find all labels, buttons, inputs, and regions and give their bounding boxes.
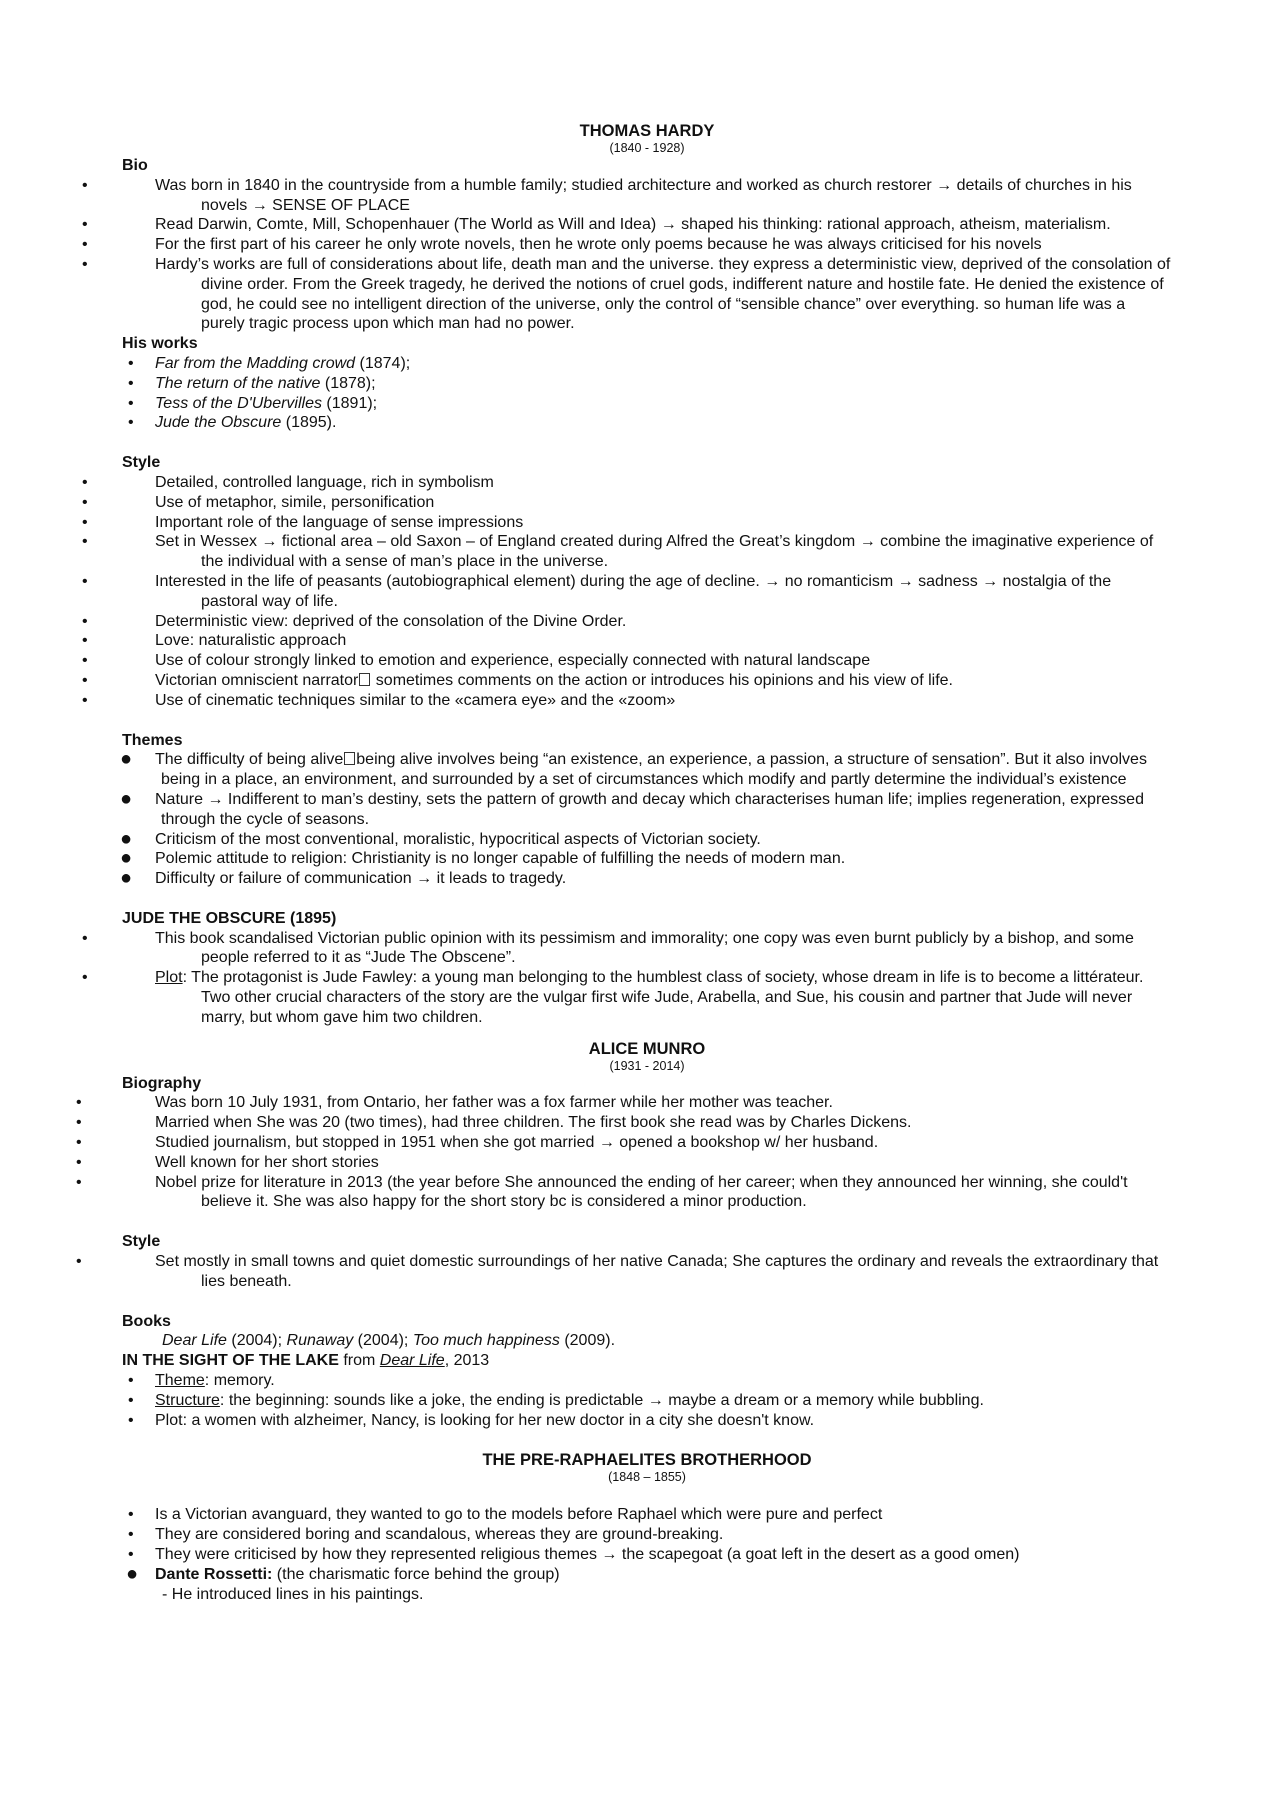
plot-label: Plot: [155, 969, 183, 987]
hardy-works-heading: His works: [122, 335, 198, 353]
prb-list: [122, 1505, 1172, 1584]
bullet-icon: •: [128, 1526, 134, 1544]
hardy-title: THOMAS HARDY: [579, 122, 715, 140]
work-title: Jude the Obscure: [155, 414, 282, 432]
list-item: [122, 849, 1172, 869]
theme-label: Theme: [155, 1372, 205, 1390]
bullet-icon: •: [128, 394, 134, 412]
munro-bio-heading: Biography: [122, 1074, 202, 1092]
list-item-text: Love: naturalistic approach: [155, 632, 347, 650]
bullet-icon: ●: [120, 748, 133, 771]
list-item: [122, 394, 1172, 414]
list-item-text: Victorian omniscient narrator: [155, 671, 359, 689]
book-title: Runaway: [286, 1332, 354, 1350]
list-item-text: Read Darwin, Comte, Mill, Schopenhauer (The World as Will and Idea) → shaped his thinking: rational approach, atheism, materialism.: [155, 216, 1111, 234]
list-item: • Was born in 1840 in the countryside from a humble family; studied architecture and worked as church restorer → details of churches in his novels → SENSE OF PLACE: [82, 176, 1132, 214]
book-title: Too much happiness: [412, 1332, 560, 1350]
list-item: [122, 413, 1172, 433]
list-item: [122, 1562, 1172, 1585]
list-item-text: Nobel prize for literature in 2013 (the year before She announced the ending of her career; when they announced her winning, she could't believe it. She was also happy for the short story bc is considered a minor production.: [155, 1173, 1128, 1211]
structure-label: Structure: [155, 1391, 220, 1409]
work-title: Far from the Madding crowd: [155, 354, 356, 372]
list-item: • For the first part of his career he only wrote novels, then he wrote only poems because he was always criticised for his novels: [82, 236, 1042, 254]
list-item: • Set mostly in small towns and quiet domestic surroundings of her native Canada; She captures the ordinary and reveals the extraordinary that lies beneath.: [76, 1253, 1159, 1290]
list-item: • Detailed, controlled language, rich in symbolism: [82, 473, 494, 491]
list-item-text: Well known for her short stories: [155, 1153, 379, 1171]
list-item-text: For the first part of his career he only wrote novels, then he wrote only poems because he was always criticised for his novels: [155, 236, 1042, 254]
list-item: • Read Darwin, Comte, Mill, Schopenhauer (The World as Will and Idea) → shaped his thinking: rational approach, atheism, materialism.: [82, 216, 1111, 234]
list-item-text: Detailed, controlled language, rich in symbolism: [155, 473, 494, 491]
list-item-text: Set in Wessex → fictional area – old Saxon – of England created during Alfred the Great’s kingdom → combine the imaginative experience of the individual with a sense of man’s place in the universe.: [155, 533, 1154, 571]
list-item-text: Deterministic view: deprived of the consolation of the Divine Order.: [155, 612, 627, 630]
list-item: • Studied journalism, but stopped in 1951 when she got married → opened a bookshop w/ her husband.: [76, 1134, 879, 1152]
work-title: The return of the native: [155, 374, 321, 392]
bullet-icon: ●: [120, 847, 133, 870]
list-item-text: Use of cinematic techniques similar to the «camera eye» and the «zoom»: [155, 691, 676, 709]
list-item-text: This book scandalised Victorian public opinion with its pessimism and immorality; one copy was even burnt publicly by a bishop, and some people referred to it as “Jude The Obscene”.: [155, 929, 1134, 967]
hardy-works-list: [122, 354, 1172, 433]
list-item-text: Nature → Indifferent to man’s destiny, sets the pattern of growth and decay which characterises human life; implies regeneration, expressed through the cycle of seasons.: [155, 790, 1144, 828]
list-item-text: Married when She was 20 (two times), had three children. The first book she read was by Charles Dickens.: [155, 1114, 912, 1132]
list-item-text: : memory.: [204, 1372, 275, 1390]
book-year: (2004);: [226, 1332, 287, 1350]
lake-list: [122, 1371, 1172, 1430]
bullet-icon: •: [128, 374, 134, 392]
list-item: [122, 1545, 1172, 1565]
list-item: [122, 1371, 1172, 1391]
list-item: [122, 1525, 1172, 1545]
prb-dates: (1848 – 1855): [608, 1470, 686, 1485]
bullet-icon: ●: [120, 787, 133, 810]
list-item: • Love: naturalistic approach: [82, 632, 347, 650]
list-item-text: The difficulty of being alive: [155, 751, 344, 769]
list-item: • Use of cinematic techniques similar to the «camera eye» and the «zoom»: [82, 691, 676, 709]
list-item: • Interested in the life of peasants (autobiographical element) during the age of decline. → no romanticism → sadness → nostalgia of the pastoral way of life.: [82, 572, 1112, 610]
list-item: • Plot: The protagonist is Jude Fawley: a young man belonging to the humblest class of society, whose dream in life is to become a littérateur. Two other crucial characters of the story are the vulgar first wife Jude, Arabella, and Sue, his cousin and partner that Jude will never marry, but whom gave him two children.: [82, 969, 1144, 1026]
rossetti-detail: - He introduced lines in his paintings.: [162, 1585, 424, 1603]
list-item-text: Polemic attitude to religion: Christianity is no longer capable of fulfilling the needs of modern man.: [155, 850, 846, 868]
bullet-icon: •: [128, 1391, 134, 1409]
work-title: Tess of the D'Ubervilles: [155, 394, 322, 412]
bullet-icon: •: [128, 1506, 134, 1524]
work-year: (1891);: [321, 394, 378, 412]
list-item-text: Difficulty or failure of communication → it leads to tragedy.: [155, 870, 567, 888]
list-item: [122, 1391, 1172, 1411]
work-year: (1874);: [355, 354, 411, 372]
list-item-text: Studied journalism, but stopped in 1951 when she got married → opened a bookshop w/ her husband.: [155, 1134, 879, 1152]
list-item: [122, 374, 1172, 394]
hardy-style-list: [82, 473, 1172, 711]
lake-heading: [122, 1351, 1172, 1371]
list-item-text: Interested in the life of peasants (autobiographical element) during the age of decline. → no romanticism → sadness → nostalgia of the pastoral way of life.: [155, 572, 1112, 610]
list-item: • Married when She was 20 (two times), had three children. The first book she read was by Charles Dickens.: [76, 1114, 912, 1132]
list-item-text: Use of metaphor, simile, personification: [155, 493, 435, 511]
bullet-icon: •: [128, 1411, 134, 1429]
work-year: (1895).: [281, 414, 337, 432]
list-item-text: Criticism of the most conventional, moralistic, hypocritical aspects of Victorian society.: [155, 830, 761, 848]
list-item: • Victorian omniscient narrator sometimes comments on the action or introduces his opinions and his view of life.: [82, 671, 953, 689]
book-year: (2004);: [353, 1332, 413, 1350]
list-item-text: Is a Victorian avanguard, they wanted to go to the models before Raphael which were pure and perfect: [155, 1506, 883, 1524]
list-item: • Set in Wessex → fictional area – old Saxon – of England created during Alfred the Great’s kingdom → combine the imaginative experience of the individual with a sense of man’s place in the universe.: [82, 533, 1154, 571]
list-item-text: : The protagonist is Jude Fawley: a young man belonging to the humblest class of society, whose dream in life is to become a littérateur. Two other crucial characters of the story are the vulgar first wife Jude, Arabella, and Sue, his cousin and partner that Jude will never marry, but whom gave him two children.: [182, 969, 1144, 1026]
jude-list: [82, 929, 1172, 1028]
list-item-text: being alive involves being “an existence, an experience, a passion, a structure of sensation”. But it also involves being in a place, an environment, and surrounded by a set of circumstances which modify and partly determine the individual’s existence: [161, 751, 1147, 789]
list-item: • Hardy’s works are full of considerations about life, death man and the universe. they express a deterministic view, deprived of the consolation of divine order. From the Greek tragedy, he derived the notions of cruel gods, indifferent nature and hostile fate. He denied the existence of god, he could see no intelligent direction of the universe, only the control of “sensible chance” over everything. so human life was a purely tragic process upon which man had no power.: [82, 255, 1171, 333]
munro-style-list: [76, 1252, 1172, 1292]
list-item: • Use of colour strongly linked to emotion and experience, especially connected with natural landscape: [82, 652, 871, 670]
list-item-text: Was born 10 July 1931, from Ontario, her father was a fox farmer while her mother was teacher.: [155, 1094, 833, 1112]
missing-glyph-icon: [344, 752, 355, 765]
list-item-text: sometimes comments on the action or introduces his opinions and his view of life.: [371, 671, 953, 689]
hardy-themes-list: [122, 750, 1172, 889]
book-title: Dear Life: [162, 1332, 227, 1350]
list-item: [122, 869, 1172, 889]
list-item: [122, 354, 1172, 374]
munro-bio-list: [76, 1093, 1172, 1212]
munro-title: ALICE MUNRO: [588, 1039, 706, 1058]
munro-books-line: [122, 1331, 1172, 1351]
hardy-style-heading: Style: [122, 454, 161, 472]
bullet-icon: •: [128, 414, 134, 432]
list-item: • Use of metaphor, simile, personification: [82, 493, 435, 511]
work-year: (1878);: [320, 374, 376, 392]
missing-glyph-icon: [359, 673, 370, 686]
list-item-text: Important role of the language of sense impressions: [155, 513, 524, 531]
bullet-icon: ●: [120, 827, 133, 850]
list-item-text: Hardy’s works are full of considerations about life, death man and the universe. they express a deterministic view, deprived of the consolation of divine order. From the Greek tragedy, he derived the notions of cruel gods, indifferent nature and hostile fate. He denied the existence of god, he could see no intelligent direction of the universe, only the control of “sensible chance” over everything. so human life was a purely tragic process upon which man had no power.: [155, 255, 1171, 333]
lake-from: from: [338, 1352, 380, 1370]
rossetti-name: Dante Rossetti:: [155, 1565, 273, 1583]
munro-dates: (1931 - 2014): [609, 1058, 685, 1073]
list-item-text: Was born in 1840 in the countryside from a humble family; studied architecture and worked as church restorer → details of churches in his novels → SENSE OF PLACE: [155, 176, 1132, 214]
list-item-text: They are considered boring and scandalous, whereas they are ground-breaking.: [155, 1526, 724, 1544]
lake-book: Dear Life: [379, 1352, 445, 1370]
prb-title: THE PRE-RAPHAELITES BROTHERHOOD: [482, 1451, 812, 1470]
munro-books-heading: Books: [122, 1312, 171, 1330]
list-item-text: Plot: a women with alzheimer, Nancy, is looking for her new doctor in a city she doesn't know.: [155, 1411, 815, 1429]
bullet-icon: •: [128, 1372, 134, 1390]
bullet-icon: •: [128, 1546, 134, 1564]
lake-year: , 2013: [444, 1352, 490, 1370]
list-item: [120, 827, 1172, 850]
list-item-text: Set mostly in small towns and quiet domestic surroundings of her native Canada; She captures the ordinary and reveals the extraordinary that lies beneath.: [155, 1253, 1159, 1290]
jude-heading: JUDE THE OBSCURE (1895): [122, 909, 337, 927]
lake-title: IN THE SIGHT OF THE LAKE: [122, 1352, 339, 1370]
list-item: [122, 1505, 1172, 1525]
list-item: • Was born 10 July 1931, from Ontario, her father was a fox farmer while her mother was teacher.: [76, 1094, 833, 1112]
list-item: • Important role of the language of sense impressions: [82, 513, 524, 531]
list-item: • This book scandalised Victorian public opinion with its pessimism and immorality; one copy was even burnt publicly by a bishop, and some people referred to it as “Jude The Obscene”.: [82, 929, 1134, 967]
list-item-text: : the beginning: sounds like a joke, the ending is predictable → maybe a dream or a memory while bubbling.: [219, 1391, 984, 1409]
list-item-text: (the charismatic force behind the group): [272, 1565, 560, 1583]
hardy-bio-heading: Bio: [122, 157, 148, 174]
bullet-icon: •: [128, 354, 134, 372]
list-item-text: They were criticised by how they represented religious themes → the scapegoat (a goat left in the desert as a good omen): [155, 1546, 1020, 1564]
list-item: • Nobel prize for literature in 2013 (the year before She announced the ending of her career; when they announced her winning, she could't believe it. She was also happy for the short story bc is considered a minor production.: [76, 1173, 1128, 1211]
book-year: (2009).: [559, 1332, 616, 1350]
hardy-dates: (1840 - 1928): [609, 141, 685, 155]
document-page: [76, 121, 1172, 1604]
list-item: [122, 750, 1172, 790]
list-item: [122, 1411, 1172, 1431]
list-item: • Deterministic view: deprived of the consolation of the Divine Order.: [82, 612, 627, 630]
munro-style-heading: Style: [122, 1233, 161, 1251]
bullet-icon: ●: [126, 1562, 139, 1585]
list-item-text: Use of colour strongly linked to emotion and experience, especially connected with natural landscape: [155, 652, 871, 670]
list-item: • Well known for her short stories: [76, 1153, 379, 1171]
hardy-themes-heading: Themes: [122, 731, 183, 749]
list-item: [120, 787, 1172, 830]
bullet-icon: ●: [120, 867, 133, 890]
hardy-bio-list: [82, 176, 1172, 334]
